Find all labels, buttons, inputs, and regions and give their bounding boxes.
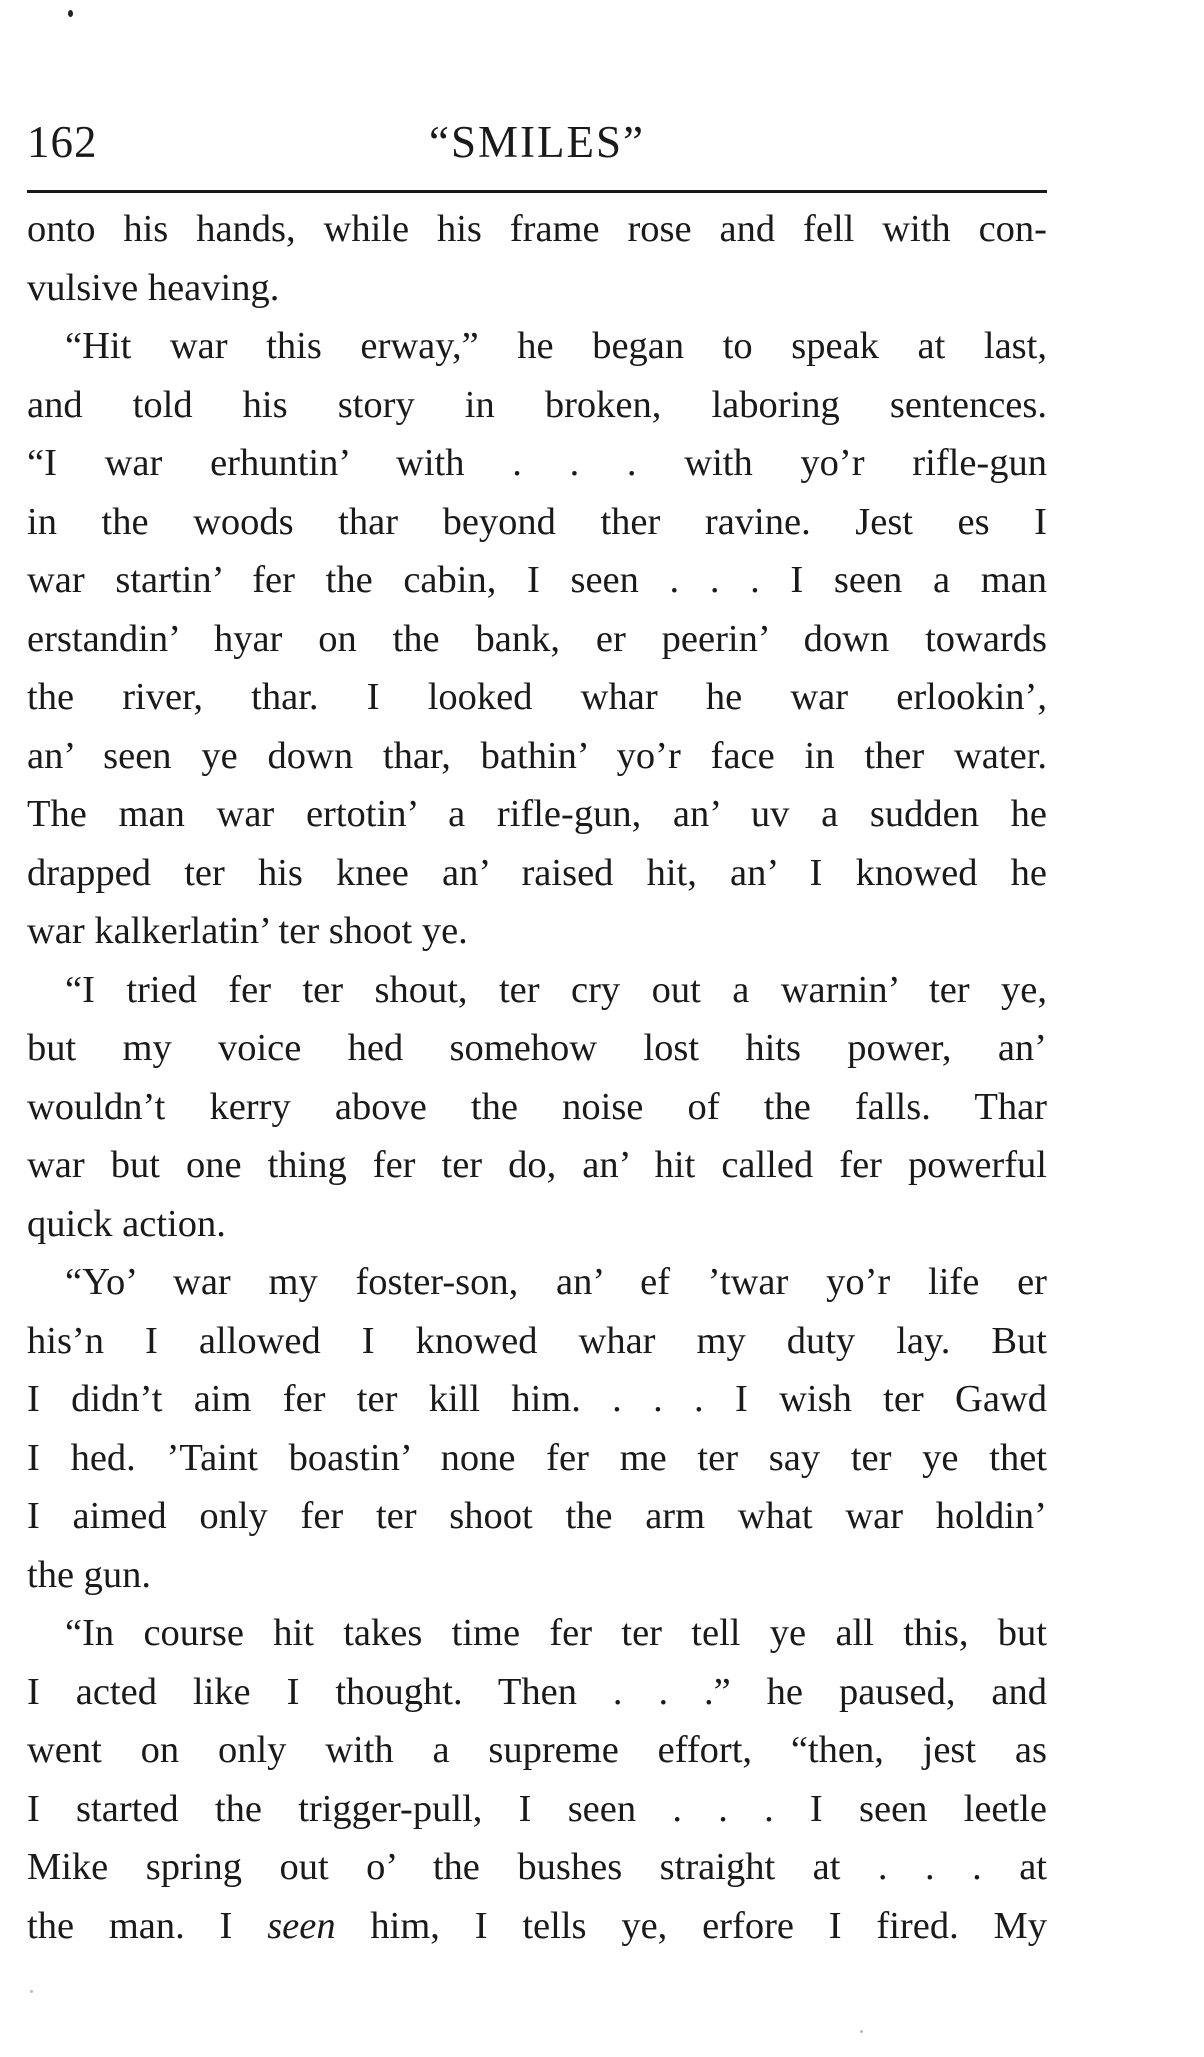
text-line: the river, thar. I looked whar he war erlookin’,: [27, 676, 1047, 718]
text-line: went on only with a supreme effort, “then, jest as: [27, 1729, 1047, 1771]
text-line: I acted like I thought. Then . . .” he paused, and: [27, 1670, 1047, 1713]
paragraph: [27, 1253, 1047, 1604]
text-line: and told his story in broken, laboring sentences.: [27, 383, 1047, 426]
text-line: war kalkerlatin’ ter shoot ye.: [27, 910, 468, 952]
text-line: “In course hit takes time fer ter tell ye all this, but: [65, 1612, 1047, 1654]
text-line: erstandin’ hyar on the bank, er peerin’ down towards: [27, 617, 1047, 660]
page-body: [27, 200, 1047, 1955]
text-line: drapped ter his knee an’ raised hit, an’ I knowed he: [27, 851, 1047, 894]
text-line: an’ seen ye down thar, bathin’ yo’r face in ther water.: [27, 734, 1047, 777]
header-rule: [27, 190, 1047, 193]
text-line: his’n I allowed I knowed whar my duty lay. But: [27, 1319, 1047, 1362]
text-line: I didn’t aim fer ter kill him. . . . I wish ter Gawd: [27, 1378, 1047, 1420]
text-line: the gun.: [27, 1553, 152, 1596]
paragraph: [27, 317, 1047, 961]
paragraph: [27, 1604, 1047, 1955]
text-line: “I war erhuntin’ with . . . with yo’r rifle-gun: [27, 442, 1047, 484]
text-line: “Hit war this erway,” he began to speak at last,: [65, 325, 1047, 367]
text-line: but my voice hed somehow lost hits power, an’: [27, 1027, 1047, 1069]
text-line: The man war ertotin’ a rifle-gun, an’ uv a sudden he: [27, 793, 1047, 835]
text-line: “I tried fer ter shout, ter cry out a warnin’ ter ye,: [65, 968, 1047, 1011]
print-speck: [30, 1990, 33, 1993]
running-head: [27, 110, 1047, 174]
text-line: war but one thing fer ter do, an’ hit called fer powerful: [27, 1144, 1047, 1186]
text-line: Mike spring out o’ the bushes straight at . . . at: [27, 1846, 1047, 1888]
print-speck: [860, 2030, 863, 2033]
text-line: the man. I seen him, I tells ye, erfore I fired. My: [27, 1904, 1047, 1947]
paragraph: [27, 961, 1047, 1254]
text-line: war startin’ fer the cabin, I seen . . . I seen a man: [27, 559, 1047, 601]
text-line: I hed. ’Taint boastin’ none fer me ter say ter ye thet: [27, 1436, 1047, 1479]
emphasized-word: seen: [267, 1904, 336, 1947]
text-line: quick action.: [27, 1202, 226, 1245]
text-line: I started the trigger-pull, I seen . . . I seen leetle: [27, 1787, 1047, 1830]
text-line: “Yo’ war my foster-son, an’ ef ’twar yo’r life er: [65, 1261, 1047, 1303]
text-line: vulsive heaving.: [27, 266, 280, 309]
paragraph: [27, 200, 1047, 317]
page-number: 162: [27, 117, 98, 167]
text-line: I aimed only fer ter shoot the arm what war holdin’: [27, 1495, 1047, 1537]
text-line: in the woods thar beyond ther ravine. Jest es I: [27, 500, 1047, 543]
print-speck: [68, 10, 73, 17]
text-line: onto his hands, while his frame rose and fell with con-: [27, 208, 1047, 250]
running-title: “SMILES”: [429, 117, 645, 167]
text-line: wouldn’t kerry above the noise of the falls. Thar: [27, 1085, 1047, 1128]
